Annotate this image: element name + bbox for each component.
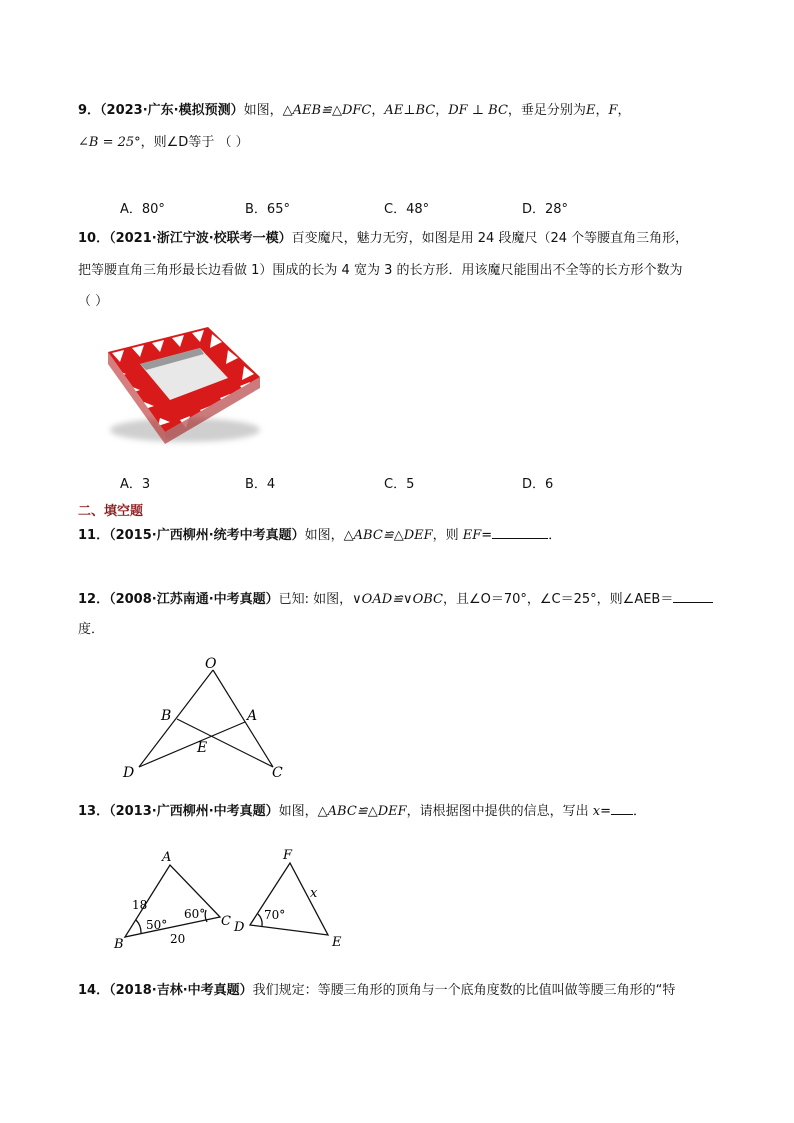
q13-side-bc: 20 (170, 932, 186, 946)
q10-text: 百变魔尺，魅力无穷，如图是用 24 段魔尺（24 个等腰直角三角形， (291, 231, 689, 246)
q9-line2 (78, 133, 249, 153)
q10-option-a[interactable]: A．3 (120, 477, 151, 492)
section-title: 二、填空题 (78, 504, 144, 519)
q13-source: （2013·广西柳州·中考真题） (109, 804, 279, 819)
q11-segment: EF (462, 528, 482, 543)
q13-figure (110, 845, 360, 955)
q14-line (78, 981, 675, 1001)
q10-source: （2021·浙江宁波·校联考一模） (109, 231, 292, 246)
q9-point-e: E (585, 103, 596, 118)
q12-text: ，且∠O＝70°，∠C＝25°，则∠AEB＝ (442, 592, 674, 607)
q13-answer-blank[interactable] (611, 814, 633, 815)
q9-sep: ， (435, 103, 449, 118)
q12-line2: 度． (78, 622, 105, 637)
q13-label-d: D (234, 920, 245, 935)
q12-text: 已知: 如图， (278, 592, 353, 607)
q9-angle-b: ∠B = 25° (78, 135, 141, 150)
q13-text: 如图， (278, 804, 318, 819)
magic-ruler-image (100, 322, 265, 452)
q10-line3: （ ） (78, 294, 109, 309)
q13-angle-c-arc (205, 910, 207, 922)
q13-angle-d: 70° (264, 908, 286, 922)
q13-angle-b: 50° (146, 918, 168, 932)
q13-angle-d-arc (258, 914, 262, 926)
q9-perp-2: DF ⊥ BC (448, 103, 508, 118)
q11-line (78, 526, 561, 546)
q13-text: = (600, 804, 612, 819)
q14-text: 我们规定：等腰三角形的顶角与一个底角度数的比值叫做等腰三角形的“特 (252, 983, 676, 998)
q9-line1 (78, 101, 631, 121)
q13-label-f: F (283, 848, 293, 863)
q10-number: 10． (78, 231, 110, 246)
q9-text: 如图， (243, 103, 283, 118)
q13-angle-c: 60° (184, 907, 206, 921)
q13-label-b: B (114, 937, 124, 952)
q10-option-d[interactable]: D．6 (522, 477, 554, 492)
q14-number: 14． (78, 983, 110, 998)
q12-label-o: O (205, 656, 217, 672)
q9-text: ，垂足分别为 (507, 103, 586, 118)
q9-source: （2023·广东·模拟预测） (100, 103, 244, 118)
q12-congruence: ∨OAD≌∨OBC (352, 592, 443, 607)
q9-option-d[interactable]: D．28° (522, 202, 569, 217)
q13-number: 13． (78, 804, 110, 819)
q10-option-c[interactable]: C．5 (384, 477, 415, 492)
q9-sep: ， (595, 103, 609, 118)
q12-label-d: D (123, 765, 135, 781)
q11-congruence: △ABC≌△DEF (343, 528, 433, 543)
q11-text: ，则 (432, 528, 463, 543)
q13-label-c: C (221, 914, 231, 929)
q12-source: （2008·江苏南通·中考真题） (109, 592, 279, 607)
q11-number: 11． (78, 528, 110, 543)
q11-answer-blank[interactable] (492, 538, 548, 539)
q13-congruence: △ABC≌△DEF (317, 804, 407, 819)
q13-angle-b-arc (136, 920, 141, 933)
q12-figure (115, 650, 305, 785)
q12-label-c: C (272, 765, 283, 781)
q13-line (78, 802, 646, 822)
q13-label-e: E (332, 935, 342, 950)
q9-option-a[interactable]: A．80° (120, 202, 165, 217)
q11-text: ． (548, 528, 562, 543)
q10-option-b[interactable]: B．4 (245, 477, 276, 492)
q13-side-ab: 18 (132, 898, 148, 912)
q9-number: 9． (78, 103, 101, 118)
q13-text: ． (633, 804, 647, 819)
q10-line1 (78, 229, 688, 249)
q14-source: （2018·吉林·中考真题） (109, 983, 253, 998)
q12-label-b: B (161, 708, 172, 724)
q12-line1 (78, 590, 713, 610)
q9-option-c[interactable]: C．48° (384, 202, 430, 217)
q13-text: ，请根据图中提供的信息，写出 (406, 804, 593, 819)
q9-congruence: △AEB≌△DFC (282, 103, 372, 118)
q12-label-e: E (197, 740, 208, 756)
q11-source: （2015·广西柳州·统考中考真题） (109, 528, 305, 543)
q9-perp-1: AE⊥BC (384, 103, 436, 118)
q10-line2: 把等腰直角三角形最长边看做 1）围成的长为 4 宽为 3 的长方形．用该魔尺能围出不全等的长方形个数为 (78, 263, 683, 278)
q13-side-x: x (310, 886, 318, 901)
q9-point-f: F (608, 103, 618, 118)
q9-sep: ， (371, 103, 385, 118)
q9-option-b[interactable]: B．65° (245, 202, 290, 217)
q11-text: = (481, 528, 493, 543)
q13-label-a: A (162, 850, 172, 865)
q12-answer-blank[interactable] (673, 602, 713, 603)
q12-number: 12． (78, 592, 110, 607)
q12-label-a: A (247, 708, 258, 724)
q9-sep: ， (617, 103, 631, 118)
q9-question: ，则∠D等于 （ ） (140, 135, 249, 150)
q11-text: 如图， (304, 528, 344, 543)
q13-variable: x (592, 804, 601, 819)
